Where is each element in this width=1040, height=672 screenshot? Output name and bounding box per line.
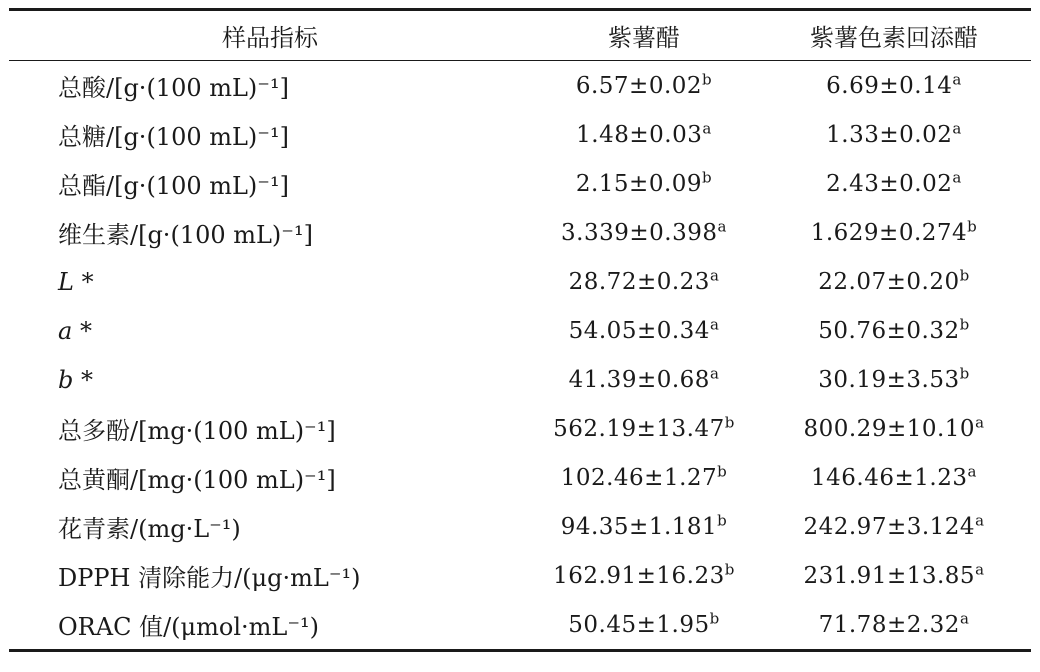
- value-pigment-vinegar-mean-sd: 2.43±0.02: [826, 170, 953, 197]
- value-vinegar-mean-sd: 54.05±0.34: [568, 317, 710, 344]
- value-vinegar-significance-letter: b: [724, 412, 735, 431]
- value-vinegar-significance-letter: a: [702, 118, 712, 137]
- bottom-rule: [9, 649, 1031, 652]
- value-vinegar-mean-sd: 1.48±0.03: [576, 121, 703, 148]
- header-indicator: 样品指标: [222, 24, 318, 52]
- value-vinegar: [531, 559, 757, 589]
- value-vinegar-mean-sd: 2.15±0.09: [575, 170, 703, 197]
- value-pigment-vinegar: [757, 510, 1031, 540]
- value-pigment-vinegar-significance-letter: a: [952, 118, 962, 137]
- table-row: [9, 404, 1031, 453]
- table-row: [9, 306, 1031, 355]
- value-vinegar-significance-letter: b: [702, 69, 713, 88]
- table-row: [9, 257, 1031, 306]
- value-pigment-vinegar-significance-letter: b: [967, 216, 978, 235]
- table-body: [9, 61, 1031, 649]
- row-indicator-name: 总酸/[g·(100 mL)⁻¹]: [58, 74, 289, 102]
- value-pigment-vinegar-significance-letter: a: [952, 167, 962, 186]
- value-vinegar: [531, 608, 757, 638]
- value-vinegar-mean-sd: 3.339±0.398: [561, 219, 718, 246]
- value-vinegar-mean-sd: 6.57±0.02: [575, 72, 703, 99]
- header-purple-sweet-potato-vinegar: 紫薯醋: [608, 24, 680, 52]
- value-pigment-vinegar-significance-letter: a: [952, 69, 962, 88]
- table-row: [9, 453, 1031, 502]
- value-vinegar-significance-letter: a: [709, 265, 720, 284]
- value-vinegar-mean-sd: 50.45±1.95: [568, 611, 710, 638]
- value-pigment-vinegar: [757, 608, 1031, 638]
- value-vinegar-significance-letter: b: [709, 608, 720, 627]
- row-indicator-name: 维生素/[g·(100 mL)⁻¹]: [58, 221, 313, 249]
- row-indicator-name: ORAC 值/(μmol·mL⁻¹): [58, 613, 319, 641]
- value-vinegar-mean-sd: 41.39±0.68: [568, 366, 710, 393]
- value-pigment-vinegar-mean-sd: 22.07±0.20: [818, 268, 960, 295]
- value-vinegar: [531, 461, 757, 491]
- row-indicator-name: 花青素/(mg·L⁻¹): [58, 515, 241, 543]
- table-row: [9, 551, 1031, 600]
- value-pigment-vinegar-mean-sd: 71.78±2.32: [818, 611, 960, 638]
- table-row: [9, 110, 1031, 159]
- value-vinegar-mean-sd: 102.46±1.27: [560, 464, 718, 491]
- value-vinegar: [531, 265, 757, 295]
- row-indicator-name: b *: [58, 365, 93, 394]
- value-vinegar-significance-letter: b: [717, 461, 728, 480]
- value-vinegar-significance-letter: a: [709, 314, 720, 333]
- value-pigment-vinegar: [757, 559, 1031, 589]
- value-vinegar: [531, 510, 757, 540]
- value-pigment-vinegar-significance-letter: a: [959, 608, 970, 627]
- value-pigment-vinegar-mean-sd: 30.19±3.53: [818, 366, 960, 393]
- value-vinegar-mean-sd: 162.91±16.23: [553, 562, 725, 589]
- value-pigment-vinegar-significance-letter: a: [967, 461, 977, 480]
- table-row: [9, 208, 1031, 257]
- row-indicator-name: 总糖/[g·(100 mL)⁻¹]: [58, 123, 289, 151]
- value-pigment-vinegar-mean-sd: 50.76±0.32: [818, 317, 960, 344]
- value-vinegar: [531, 167, 757, 197]
- value-pigment-vinegar-mean-sd: 1.629±0.274: [810, 219, 968, 246]
- value-pigment-vinegar-mean-sd: 1.33±0.02: [826, 121, 953, 148]
- value-pigment-vinegar: [757, 216, 1031, 246]
- row-indicator-name: DPPH 清除能力/(μg·mL⁻¹): [58, 564, 361, 592]
- value-pigment-vinegar-significance-letter: b: [959, 265, 970, 284]
- value-vinegar-mean-sd: 562.19±13.47: [553, 415, 725, 442]
- value-pigment-vinegar: [757, 314, 1031, 344]
- value-vinegar-significance-letter: a: [717, 216, 727, 235]
- value-vinegar: [531, 314, 757, 344]
- value-pigment-vinegar-mean-sd: 6.69±0.14: [826, 72, 953, 99]
- value-vinegar-significance-letter: a: [709, 363, 720, 382]
- table-header: [9, 11, 1031, 60]
- table-row: [9, 61, 1031, 110]
- row-indicator-name: L *: [58, 267, 94, 296]
- value-pigment-vinegar-significance-letter: a: [975, 412, 985, 431]
- value-pigment-vinegar-mean-sd: 242.97±3.124: [803, 513, 976, 540]
- header-pigment-added-vinegar: 紫薯色素回添醋: [810, 24, 978, 52]
- value-vinegar-mean-sd: 94.35±1.181: [560, 513, 718, 540]
- data-table: [9, 8, 1031, 652]
- value-vinegar: [531, 412, 757, 442]
- value-pigment-vinegar-mean-sd: 146.46±1.23: [811, 464, 968, 491]
- table-row: [9, 159, 1031, 208]
- value-pigment-vinegar-significance-letter: a: [975, 559, 985, 578]
- value-vinegar-significance-letter: b: [724, 559, 735, 578]
- value-pigment-vinegar-significance-letter: b: [959, 363, 970, 382]
- value-pigment-vinegar: [757, 363, 1031, 393]
- value-pigment-vinegar: [757, 167, 1031, 197]
- value-pigment-vinegar-significance-letter: b: [959, 314, 970, 333]
- value-vinegar-mean-sd: 28.72±0.23: [568, 268, 710, 295]
- value-vinegar: [531, 118, 757, 148]
- row-indicator-name: 总酯/[g·(100 mL)⁻¹]: [58, 172, 289, 200]
- value-pigment-vinegar: [757, 265, 1031, 295]
- value-pigment-vinegar: [757, 69, 1031, 99]
- value-pigment-vinegar: [757, 118, 1031, 148]
- value-vinegar-significance-letter: b: [717, 510, 728, 529]
- table-row: [9, 600, 1031, 649]
- value-pigment-vinegar-significance-letter: a: [975, 510, 985, 529]
- row-indicator-name: a *: [58, 316, 92, 345]
- row-indicator-name: 总黄酮/[mg·(100 mL)⁻¹]: [58, 466, 336, 494]
- value-pigment-vinegar-mean-sd: 231.91±13.85: [803, 562, 976, 589]
- value-vinegar-significance-letter: b: [702, 167, 713, 186]
- table-row: [9, 355, 1031, 404]
- value-pigment-vinegar: [757, 461, 1031, 491]
- value-pigment-vinegar-mean-sd: 800.29±10.10: [803, 415, 976, 442]
- table-row: [9, 502, 1031, 551]
- value-pigment-vinegar: [757, 412, 1031, 442]
- value-vinegar: [531, 69, 757, 99]
- value-vinegar: [531, 363, 757, 393]
- value-vinegar: [531, 216, 757, 246]
- row-indicator-name: 总多酚/[mg·(100 mL)⁻¹]: [58, 417, 336, 445]
